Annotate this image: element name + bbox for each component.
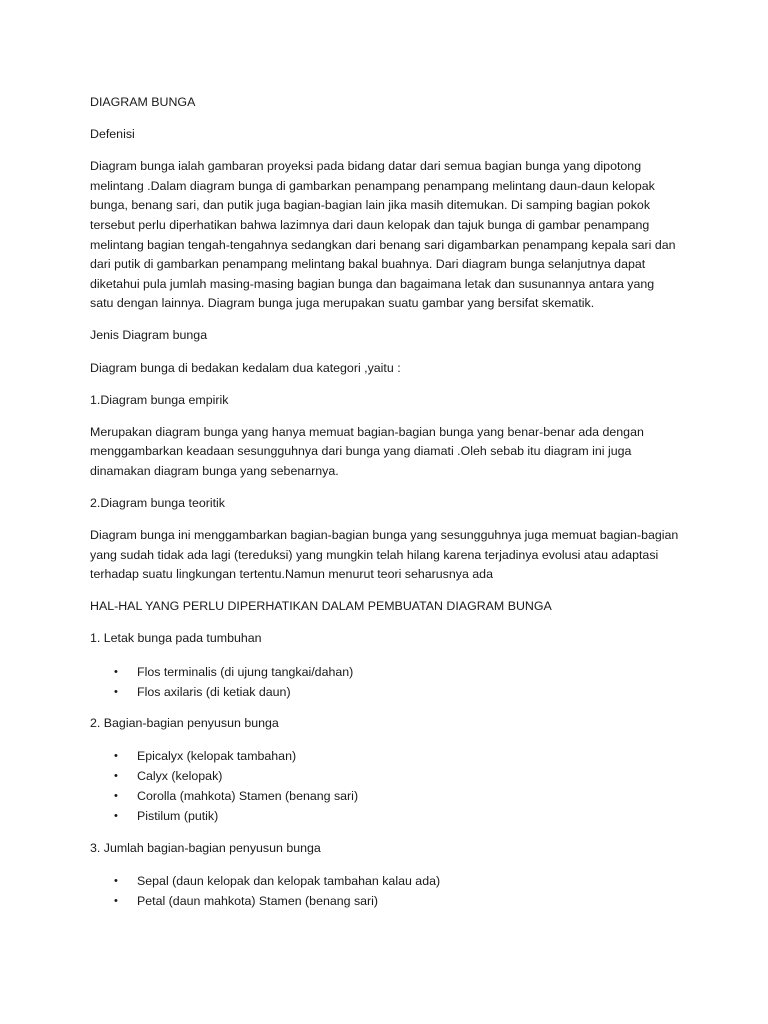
bullet-icon: • bbox=[114, 810, 118, 823]
list-item bbox=[90, 746, 680, 766]
list-item-text: Petal (daun mahkota) Stamen (benang sari) bbox=[137, 893, 379, 908]
notes-heading: HAL-HAL YANG PERLU DIPERHATIKAN DALAM PEMBUATAN DIAGRAM BUNGA bbox=[90, 599, 552, 614]
list-item-text: Pistilum (putik) bbox=[137, 809, 219, 824]
type1-paragraph: Merupakan diagram bunga yang hanya memuat bagian-bagian bunga yang benar-benar ada dengan menggambarkan keadaan sesungguhnya dari bunga yang diamati .Oleh sebab itu diagram ini juga dinamakan diagram bunga yang sebenarnya. bbox=[90, 424, 644, 478]
section3-heading: 3. Jumlah bagian-bagian penyusun bunga bbox=[90, 840, 321, 855]
definition-heading: Defenisi bbox=[90, 127, 135, 142]
bullet-icon: • bbox=[114, 665, 118, 678]
list-item bbox=[90, 766, 680, 786]
section3-list bbox=[90, 871, 680, 911]
section1-list bbox=[90, 662, 680, 702]
section2-list bbox=[90, 746, 680, 826]
list-item-text: Corolla (mahkota) Stamen (benang sari) bbox=[137, 789, 359, 804]
list-item bbox=[90, 806, 680, 826]
bullet-icon: • bbox=[114, 790, 118, 803]
type2-heading: 2.Diagram bunga teoritik bbox=[90, 496, 225, 510]
list-item bbox=[90, 786, 680, 806]
list-item-text: Flos terminalis (di ujung tangkai/dahan) bbox=[137, 664, 354, 679]
document-title: DIAGRAM BUNGA bbox=[90, 95, 196, 109]
definition-paragraph: Diagram bunga ialah gambaran proyeksi pada bidang datar dari semua bagian bunga yang dipotong melintang .Dalam diagram bunga di gambarkan penampang penampang melintang daun-daun kelopak bunga, benang sari, dan putik juga bagian-bagian lain jika masih ditemukan. Di samping bagian pokok tersebut perlu diperhatikan bahwa lazimnya dari daun kelopak dan tajuk bunga di gambar penampang melintang bagian tengah-tengahnya sedangkan dari benang sari digambarkan penampang kepala sari dan dari putik di gambarkan penampang melintang bakal buahnya. Dari diagram bunga selanjutnya dapat diketahui pula jumlah masing-masing bagian bunga dan bagaimana letak dan susunannya antara yang satu dengan lainnya. Diagram bunga juga merupakan suatu gambar yang bersifat skematik. bbox=[90, 159, 676, 311]
types-heading: Jenis Diagram bunga bbox=[90, 328, 208, 343]
list-item bbox=[90, 682, 680, 702]
list-item bbox=[90, 891, 680, 911]
list-item-text: Calyx (kelopak) bbox=[137, 769, 223, 784]
list-item bbox=[90, 871, 680, 891]
bullet-icon: • bbox=[114, 874, 118, 887]
section2-heading: 2. Bagian-bagian penyusun bunga bbox=[90, 716, 279, 731]
document-page bbox=[90, 93, 680, 923]
list-item bbox=[90, 662, 680, 682]
type1-heading: 1.Diagram bunga empirik bbox=[90, 392, 229, 407]
type2-paragraph: Diagram bunga ini menggambarkan bagian-bagian bunga yang sesungguhnya juga memuat bagian-bagian yang sudah tidak ada lagi (tereduksi) yang mungkin telah hilang karena terjadinya evolusi atau adaptasi terhadap suatu lingkungan tertentu.Namun menurut teori seharusnya ada bbox=[90, 528, 679, 582]
bullet-icon: • bbox=[114, 750, 118, 763]
bullet-icon: • bbox=[114, 770, 118, 783]
types-intro: Diagram bunga di bedakan kedalam dua kategori ,yaitu : bbox=[90, 360, 401, 375]
list-item-text: Sepal (daun kelopak dan kelopak tambahan kalau ada) bbox=[137, 873, 441, 888]
list-item-text: Epicalyx (kelopak tambahan) bbox=[137, 749, 297, 764]
section1-heading: 1. Letak bunga pada tumbuhan bbox=[90, 631, 262, 646]
bullet-icon: • bbox=[114, 685, 118, 698]
list-item-text: Flos axilaris (di ketiak daun) bbox=[137, 684, 291, 699]
bullet-icon: • bbox=[114, 894, 118, 907]
